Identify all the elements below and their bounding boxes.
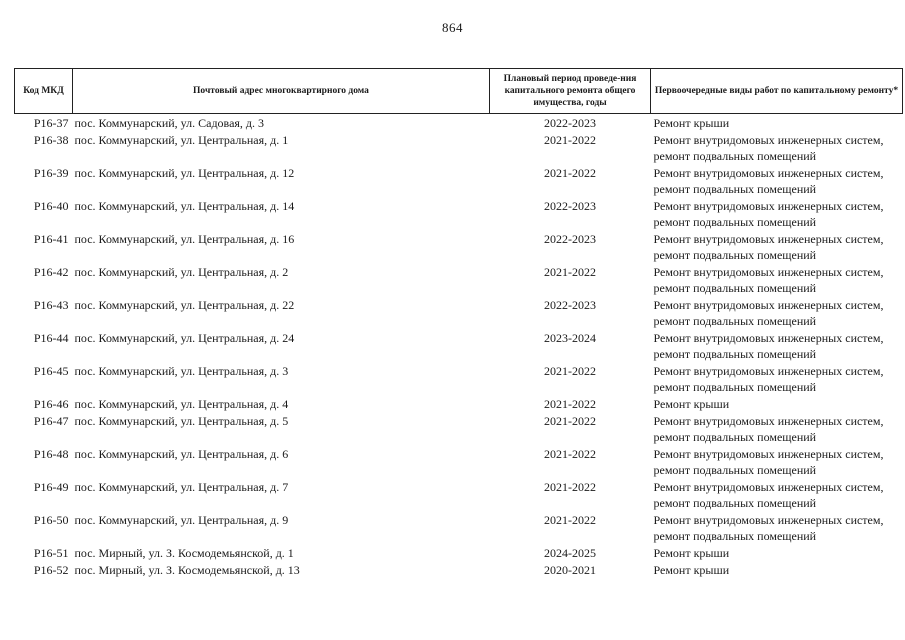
cell-works: Ремонт внутридомовых инженерных систем, ремонт подвальных помещений [653, 331, 884, 361]
table-header [15, 69, 903, 114]
table-body [15, 114, 903, 580]
header-works: Первоочередные виды работ по капитальному ремонту* [651, 69, 903, 114]
cell-works: Ремонт внутридомовых инженерных систем, ремонт подвальных помещений [653, 480, 884, 510]
cell-code: Р16-43 [33, 298, 69, 312]
table-row [15, 396, 903, 413]
cell-address: пос. Коммунарский, ул. Центральная, д. 1 [74, 133, 289, 147]
header-period: Плановый период проведе-ния капитального ремонта общего имущества, годы [490, 69, 651, 114]
table-row [15, 330, 903, 363]
table-row [15, 512, 903, 545]
table-row [15, 363, 903, 396]
cell-address: пос. Коммунарский, ул. Центральная, д. 4 [74, 397, 289, 411]
cell-code: Р16-40 [33, 199, 69, 213]
cell-address: пос. Коммунарский, ул. Центральная, д. 3 [74, 364, 289, 378]
cell-period: 2021-2022 [544, 447, 596, 461]
cell-works: Ремонт внутридомовых инженерных систем, ремонт подвальных помещений [653, 166, 884, 196]
cell-period: 2022-2023 [544, 199, 596, 213]
cell-code: Р16-46 [33, 397, 69, 411]
cell-period: 2021-2022 [544, 397, 596, 411]
cell-code: Р16-48 [33, 447, 69, 461]
cell-address: пос. Коммунарский, ул. Центральная, д. 6 [74, 447, 289, 461]
capital-repair-table [14, 68, 903, 579]
cell-period: 2021-2022 [544, 480, 596, 494]
cell-period: 2020-2021 [544, 563, 596, 577]
table-row [15, 132, 903, 165]
capital-repair-table-container [14, 68, 902, 579]
cell-period: 2022-2023 [544, 232, 596, 246]
cell-code: Р16-52 [33, 563, 69, 577]
cell-period: 2021-2022 [544, 513, 596, 527]
cell-period: 2022-2023 [544, 116, 596, 130]
cell-address: пос. Мирный, ул. З. Космодемьянской, д. 13 [74, 563, 300, 577]
cell-code: Р16-51 [33, 546, 69, 560]
cell-address: пос. Коммунарский, ул. Центральная, д. 12 [74, 166, 295, 180]
table-row [15, 114, 903, 133]
cell-works: Ремонт внутридомовых инженерных систем, ремонт подвальных помещений [653, 447, 884, 477]
table-row [15, 545, 903, 562]
cell-code: Р16-45 [33, 364, 69, 378]
cell-works: Ремонт внутридомовых инженерных систем, ремонт подвальных помещений [653, 199, 884, 229]
cell-works: Ремонт крыши [653, 397, 730, 411]
cell-works: Ремонт внутридомовых инженерных систем, ремонт подвальных помещений [653, 364, 884, 394]
table-row [15, 413, 903, 446]
cell-period: 2021-2022 [544, 414, 596, 428]
cell-address: пос. Коммунарский, ул. Центральная, д. 2 [74, 265, 289, 279]
cell-period: 2021-2022 [544, 265, 596, 279]
cell-works: Ремонт крыши [653, 546, 730, 560]
cell-code: Р16-42 [33, 265, 69, 279]
cell-code: Р16-47 [33, 414, 69, 428]
cell-works: Ремонт внутридомовых инженерных систем, ремонт подвальных помещений [653, 513, 884, 543]
cell-works: Ремонт внутридомовых инженерных систем, ремонт подвальных помещений [653, 414, 884, 444]
cell-works: Ремонт внутридомовых инженерных систем, ремонт подвальных помещений [653, 232, 884, 262]
table-row [15, 479, 903, 512]
cell-address: пос. Коммунарский, ул. Центральная, д. 22 [74, 298, 295, 312]
cell-works: Ремонт крыши [653, 116, 730, 130]
cell-period: 2024-2025 [544, 546, 596, 560]
header-code: Код МКД [15, 69, 73, 114]
cell-address: пос. Мирный, ул. З. Космодемьянской, д. 1 [74, 546, 294, 560]
table-row [15, 562, 903, 579]
cell-works: Ремонт крыши [653, 563, 730, 577]
cell-address: пос. Коммунарский, ул. Центральная, д. 7 [74, 480, 289, 494]
cell-period: 2021-2022 [544, 166, 596, 180]
table-row [15, 446, 903, 479]
cell-address: пос. Коммунарский, ул. Центральная, д. 9 [74, 513, 289, 527]
cell-code: Р16-44 [33, 331, 69, 345]
cell-code: Р16-41 [33, 232, 69, 246]
cell-address: пос. Коммунарский, ул. Центральная, д. 5 [74, 414, 289, 428]
cell-address: пос. Коммунарский, ул. Центральная, д. 16 [74, 232, 295, 246]
cell-works: Ремонт внутридомовых инженерных систем, ремонт подвальных помещений [653, 298, 884, 328]
cell-address: пос. Коммунарский, ул. Центральная, д. 24 [74, 331, 295, 345]
cell-period: 2021-2022 [544, 364, 596, 378]
table-row [15, 165, 903, 198]
cell-period: 2022-2023 [544, 298, 596, 312]
cell-address: пос. Коммунарский, ул. Садовая, д. 3 [74, 116, 265, 130]
cell-period: 2021-2022 [544, 133, 596, 147]
cell-code: Р16-38 [33, 133, 69, 147]
cell-works: Ремонт внутридомовых инженерных систем, ремонт подвальных помещений [653, 133, 884, 163]
cell-code: Р16-37 [33, 116, 69, 130]
cell-period: 2023-2024 [544, 331, 596, 345]
table-header-row [15, 69, 903, 114]
cell-code: Р16-49 [33, 480, 69, 494]
cell-address: пос. Коммунарский, ул. Центральная, д. 14 [74, 199, 295, 213]
table-row [15, 297, 903, 330]
page-number: 864 [442, 20, 463, 35]
cell-code: Р16-39 [33, 166, 69, 180]
cell-works: Ремонт внутридомовых инженерных систем, ремонт подвальных помещений [653, 265, 884, 295]
cell-code: Р16-50 [33, 513, 69, 527]
header-address: Почтовый адрес многоквартирного дома [73, 69, 490, 114]
table-row [15, 264, 903, 297]
table-row [15, 198, 903, 231]
table-row [15, 231, 903, 264]
